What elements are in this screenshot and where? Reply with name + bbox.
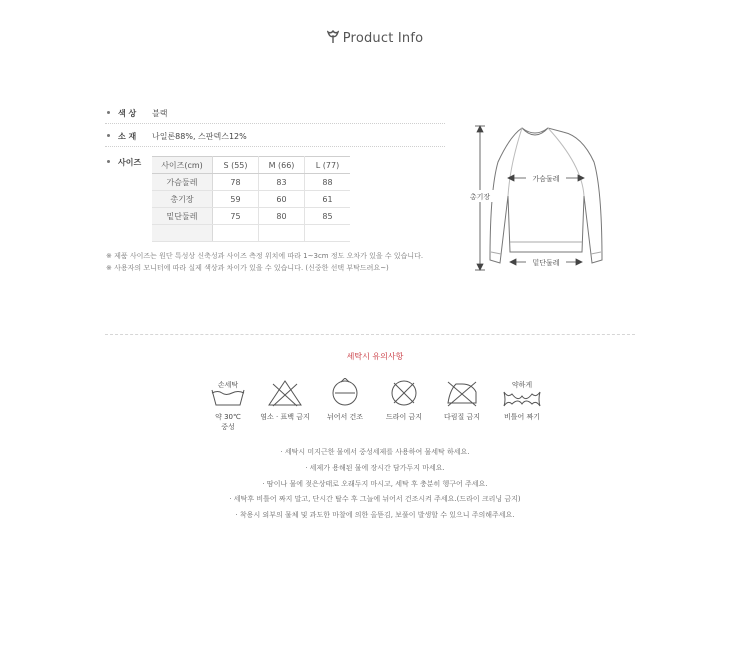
table-cell: 60 [259,191,305,208]
care-wring-gently [492,378,552,422]
care-no-bleach [255,378,315,422]
care-instruction: · 세탁후 비틀어 짜지 말고, 단시간 탈수 후 그늘에 뉘어서 건조시켜 주세요.(드라이 크리닝 금지) [229,495,521,503]
care-label: 비틀어 짜기 [503,413,541,421]
table-cell: 85 [305,208,351,225]
care-instruction: · 세탁시 미지근한 물에서 중성세제를 사용하여 물세탁 하세요. [280,448,470,456]
table-cell: 83 [259,174,305,191]
table-row [152,174,350,191]
color-value: 블랙 [152,109,168,118]
hem-label: 밑단둘레 [532,259,560,267]
care-label: 다림질 금지 [443,413,481,421]
table-header-cell: L (77) [305,157,351,174]
table-cell: 가슴둘레 [152,174,213,191]
material-label: 소 재 [118,132,137,141]
table-cell: 78 [213,174,259,191]
section-divider [105,334,635,335]
bullet-icon [107,134,110,137]
table-cell: 80 [259,208,305,225]
svg-text:손세탁: 손세탁 [217,381,239,389]
table-cell [152,225,213,242]
no-iron-icon [442,378,482,408]
care-label: 염소 · 표백 금지 [260,413,310,421]
table-header-cell: 사이즈(cm) [152,157,213,174]
table-header-cell: S (55) [213,157,259,174]
table-cell: 총기장 [152,191,213,208]
table-cell [305,225,351,242]
table-row [152,191,350,208]
table-cell [259,225,305,242]
table-row [152,225,350,242]
divider [105,146,445,147]
svg-text:약하게: 약하게 [511,381,533,389]
bullet-icon [107,111,110,114]
page-title: Product Info [0,30,750,46]
sweatshirt-outline-icon [490,128,602,263]
table-header-row [152,157,350,174]
length-label: 총기장 [469,193,491,201]
care-instruction: · 땀이나 물에 젖은상태로 오래두지 마시고, 세탁 후 충분히 헹구어 주세요. [262,480,488,488]
divider [105,123,445,124]
care-dry-flat [315,378,375,422]
bullet-icon [107,160,110,163]
monitor-note: ※ 사용자의 모니터에 따라 실제 색상과 차이가 있을 수 있습니다. (신중한 선택 부탁드려요~) [106,264,389,272]
care-no-dry-clean [374,378,434,422]
chest-label: 가슴둘레 [532,175,560,183]
care-title: 세탁시 유의사항 [346,352,404,361]
size-table [152,156,350,242]
table-cell: 밑단둘레 [152,208,213,225]
care-instruction: · 세제가 용해된 물에 장시간 담가두지 마세요. [305,464,445,472]
table-header-cell: M (66) [259,157,305,174]
table-cell: 88 [305,174,351,191]
info-color-row [105,108,445,120]
material-value: 나일론88%, 스판덱스12% [152,132,247,141]
hand-wash-icon [208,378,248,408]
table-cell: 75 [213,208,259,225]
table-cell: 61 [305,191,351,208]
no-bleach-icon [265,378,305,408]
care-hand-wash [198,378,258,432]
no-dry-clean-icon [384,378,424,408]
size-label: 사이즈 [118,158,142,167]
sweatshirt-diagram [460,120,610,280]
color-label: 색 상 [118,109,137,118]
info-material-row [105,131,445,143]
wring-gently-icon [500,378,544,408]
care-no-iron [432,378,492,422]
dry-flat-icon [325,378,365,408]
size-note: ※ 제품 사이즈는 원단 특성상 신축성과 사이즈 측정 위치에 따라 1~3cm 정도 오차가 있을 수 있습니다. [106,252,424,260]
care-label: 약 30℃ 중성 [215,413,241,431]
care-label: 드라이 금지 [385,413,423,421]
table-row [152,208,350,225]
table-cell: 59 [213,191,259,208]
tulip-logo-icon [327,30,339,44]
table-cell [213,225,259,242]
care-label: 뉘어서 건조 [326,413,364,421]
care-instruction: · 착용시 외부의 물체 및 과도한 마찰에 의한 올뜯김, 보풀이 발생할 수 있으니 주의해주세요. [235,511,515,519]
